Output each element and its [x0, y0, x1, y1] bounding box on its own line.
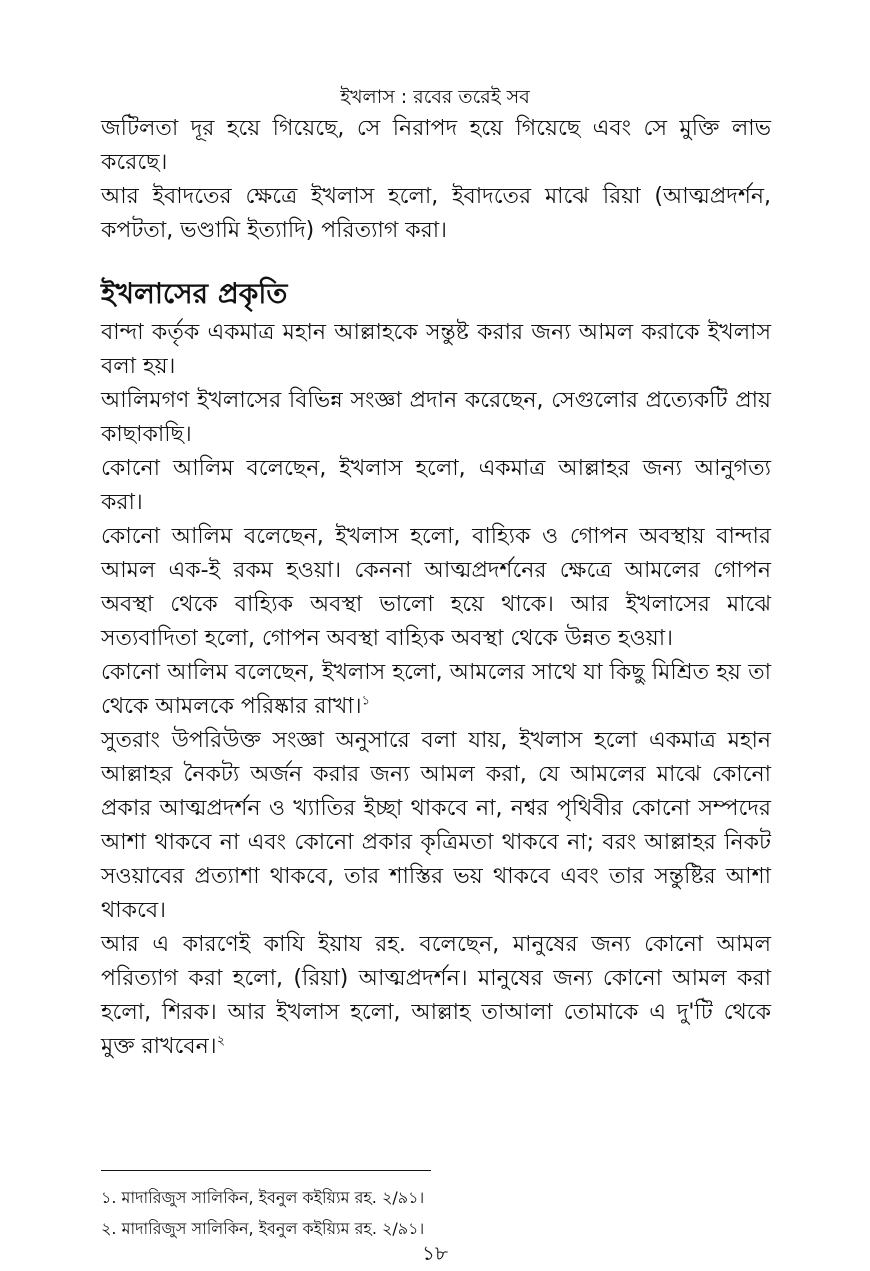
- paragraph: সুতরাং উপরিউক্ত সংজ্ঞা অনুসারে বলা যায়, ইখলাস হলো একমাত্র মহান আল্লাহর নৈকট্য অর্জন করার জন্য আমল করা, যে আমলের মাঝে কোনো প্রকার আত্মপ্রদর্শন ও খ্যাতির ইচ্ছা থাকবে না, নশ্বর পৃথিবীর কোনো সম্পদের আশা থাকবে না এবং কোনো প্রকার কৃত্রিমতা থাকবে না; বরং আল্লাহর নিকট সওয়াবের প্রত্যাশা থাকবে, তার শাস্তির ভয় থাকবে এবং তার সন্তুষ্টির আশা থাকবে।: [101, 728, 771, 923]
- footnote: ১. মাদারিজুস সালিকিন, ইবনুল কইয়্যিম রহ. ২/৯১।: [101, 1188, 425, 1207]
- footnote-divider: [101, 1170, 431, 1171]
- footnotes: [101, 1182, 771, 1244]
- page-number: ১৮: [422, 1241, 448, 1265]
- footnote-marker: ২: [216, 1033, 226, 1049]
- paragraph-text: আর এ কারণেই কাযি ইয়ায রহ. বলেছেন, মানুষের জন্য কোনো আমল পরিত্যাগ করা হলো, (রিয়া) আত্মপ্রদর্শন। মানুষের জন্য কোনো আমল করা হলো, শিরক। আর ইখলাস হলো, আল্লাহ তাআলা তোমাকে এ দু'টি থেকে মুক্ত রাখবেন।: [101, 932, 771, 1059]
- paragraph: জটিলতা দূর হয়ে গিয়েছে, সে নিরাপদ হয়ে গিয়েছে এবং সে মুক্তি লাভ করেছে।: [101, 116, 771, 175]
- paragraph-with-footnote: [101, 928, 771, 1064]
- footnote-marker: ১: [361, 693, 371, 709]
- paragraph: আলিমগণ ইখলাসের বিভিন্ন সংজ্ঞা প্রদান করেছেন, সেগুলোর প্রত্যেকটি প্রায় কাছাকাছি।: [101, 388, 771, 447]
- paragraph: কোনো আলিম বলেছেন, ইখলাস হলো, একমাত্র আল্লাহর জন্য আনুগত্য করা।: [101, 456, 771, 515]
- paragraph-text: কোনো আলিম বলেছেন, ইখলাস হলো, আমলের সাথে যা কিছু মিশ্রিত হয় তা থেকে আমলকে পরিষ্কার রাখা।: [101, 660, 771, 719]
- paragraph: বান্দা কর্তৃক একমাত্র মহান আল্লাহকে সন্তুষ্ট করার জন্য আমল করাকে ইখলাস বলা হয়।: [101, 320, 771, 379]
- paragraph: কোনো আলিম বলেছেন, ইখলাস হলো, বাহ্যিক ও গোপন অবস্থায় বান্দার আমল এক-ই রকম হওয়া। কেননা আত্মপ্রদর্শনের ক্ষেত্রে আমলের গোপন অবস্থা থেকে বাহ্যিক অবস্থা ভালো হয়ে থাকে। আর ইখলাসের মাঝে সত্যবাদিতা হলো, গোপন অবস্থা বাহ্যিক অবস্থা থেকে উন্নত হওয়া।: [101, 524, 771, 651]
- paragraph-with-footnote: [101, 656, 771, 724]
- section-heading: ইখলাসের প্রকৃতি: [101, 277, 288, 310]
- footnote: ২. মাদারিজুস সালিকিন, ইবনুল কইয়্যিম রহ. ২/৯১।: [101, 1219, 425, 1238]
- main-text: [101, 112, 771, 1064]
- paragraph: আর ইবাদতের ক্ষেত্রে ইখলাস হলো, ইবাদতের মাঝে রিয়া (আত্মপ্রদর্শন, কপটতা, ভণ্ডামি ইত্যাদি) পরিত্যাগ করা।: [101, 184, 771, 243]
- running-header: ইখলাস : রবের তরেই সব: [340, 86, 530, 108]
